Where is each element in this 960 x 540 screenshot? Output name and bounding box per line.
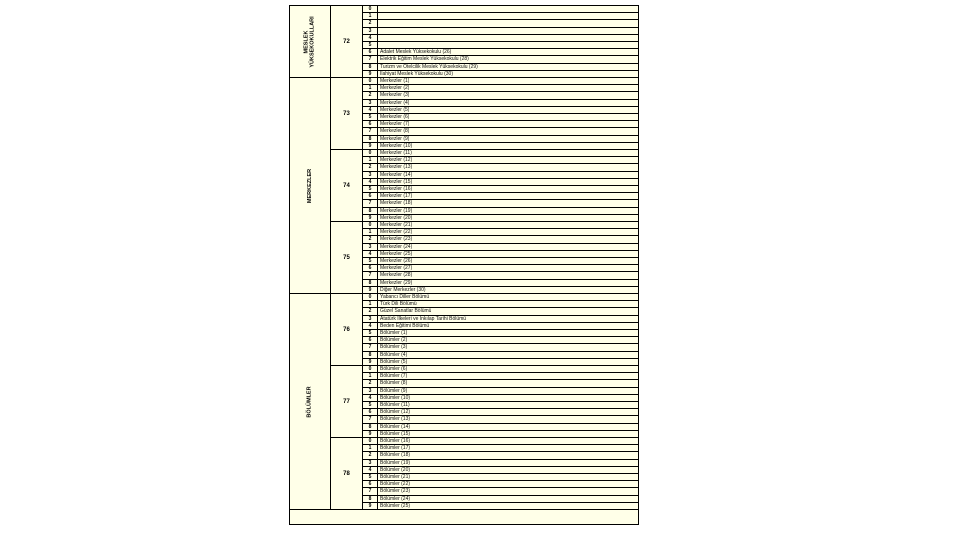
table-row — [362, 121, 638, 128]
row-digit: 0 — [362, 6, 378, 12]
row-digit: 2 — [362, 164, 378, 170]
row-name: Merkezler (1) — [380, 78, 410, 84]
table-row — [362, 150, 638, 157]
row-digit: 6 — [362, 409, 378, 415]
row-digit: 5 — [362, 186, 378, 192]
row-digit: 0 — [362, 294, 378, 300]
table-row — [362, 272, 638, 279]
table-row — [362, 431, 638, 438]
row-digit: 7 — [362, 56, 378, 62]
row-digit: 9 — [362, 431, 378, 437]
row-name: Merkezler (8) — [380, 128, 410, 135]
row-name: Merkezler (17) — [380, 193, 413, 200]
row-digit: 8 — [362, 64, 378, 70]
row-digit: 8 — [362, 496, 378, 502]
row-name: Bölümler (8) — [380, 380, 408, 387]
row-name — [378, 28, 380, 34]
row-name: Bölümler (15) — [380, 430, 411, 437]
row-digit: 5 — [362, 42, 378, 48]
table-row — [362, 107, 638, 114]
row-name: Merkezler (6) — [380, 114, 410, 120]
row-digit: 6 — [362, 337, 378, 343]
row-digit: 8 — [362, 208, 378, 214]
table-row — [362, 474, 638, 481]
row-name: Elektrik Eğitim Meslek Yüksekokulu (28) — [380, 56, 469, 63]
row-digit: 0 — [362, 222, 378, 228]
section-label-wrap — [290, 78, 330, 293]
row-digit: 4 — [362, 35, 378, 41]
table-row — [362, 193, 638, 200]
row-digit: 8 — [362, 424, 378, 430]
row-name: Diğer Merkezler (30) — [380, 286, 426, 293]
table-row — [362, 452, 638, 459]
row-name: Bölümler (19) — [380, 459, 411, 466]
table-row — [362, 85, 638, 92]
row-digit: 9 — [362, 143, 378, 149]
table-row — [362, 229, 638, 236]
row-name: Merkezler (28) — [380, 272, 413, 279]
section-label: MERKEZLER — [306, 168, 313, 203]
row-name: Merkezler (19) — [380, 207, 413, 214]
row-name: Bölümler (23) — [380, 488, 411, 495]
row-digit: 1 — [362, 157, 378, 163]
row-name: Atatürk İlkeleri ve İnkılap Tarihi Bölümü — [380, 315, 467, 322]
row-digit: 2 — [362, 92, 378, 98]
row-digit: 4 — [362, 395, 378, 401]
row-name: Merkezler (13) — [380, 164, 413, 171]
row-digit: 6 — [362, 481, 378, 487]
table-row — [362, 294, 638, 301]
table-row — [362, 35, 638, 42]
table-row — [362, 136, 638, 143]
row-digit: 2 — [362, 380, 378, 386]
row-digit: 7 — [362, 344, 378, 350]
group-code: 72 — [330, 6, 362, 78]
row-name: Bölümler (4) — [380, 351, 408, 358]
row-digit: 9 — [362, 287, 378, 293]
row-digit: 5 — [362, 330, 378, 336]
row-digit: 1 — [362, 373, 378, 379]
row-name: Yabancı Diller Bölümü — [380, 294, 430, 300]
row-name: Beden Eğitimi Bölümü — [380, 322, 430, 329]
table-row — [362, 424, 638, 431]
table-row — [362, 496, 638, 503]
table-row — [362, 208, 638, 215]
table-row — [362, 71, 638, 78]
row-digit: 8 — [362, 280, 378, 286]
table-row — [362, 488, 638, 495]
table-row — [362, 172, 638, 179]
table-row — [362, 395, 638, 402]
row-digit: 2 — [362, 308, 378, 314]
table-row — [362, 143, 638, 150]
row-digit: 7 — [362, 128, 378, 134]
table-row — [362, 56, 638, 63]
row-name: Bölümler (3) — [380, 344, 408, 351]
row-digit: 0 — [362, 78, 378, 84]
row-digit: 0 — [362, 438, 378, 444]
row-digit: 3 — [362, 388, 378, 394]
row-digit: 4 — [362, 107, 378, 113]
table-row — [362, 6, 638, 13]
table-row — [362, 388, 638, 395]
row-digit: 6 — [362, 265, 378, 271]
row-name: Merkezler (4) — [380, 99, 410, 106]
row-digit: 9 — [362, 503, 378, 509]
row-name: Merkezler (29) — [380, 279, 413, 286]
row-digit: 2 — [362, 20, 378, 26]
row-name: İlahiyat Meslek Yüksekokulu (30) — [380, 70, 453, 77]
table-row — [362, 416, 638, 423]
row-name: Bölümler (7) — [380, 373, 408, 380]
row-name: Turizm ve Otelcilik Meslek Yüksekokulu (29) — [380, 63, 478, 70]
row-name: Merkezler (23) — [380, 236, 413, 243]
row-digit: 1 — [362, 301, 378, 307]
table-row — [362, 438, 638, 445]
row-digit: 1 — [362, 13, 378, 19]
table-row — [362, 222, 638, 229]
row-name — [378, 42, 380, 48]
table-row — [362, 359, 638, 366]
row-name: Merkezler (11) — [380, 150, 412, 156]
table-row — [362, 215, 638, 222]
row-name: Bölümler (14) — [380, 423, 411, 430]
row-name: Bölümler (16) — [380, 438, 411, 444]
table-row — [362, 128, 638, 135]
row-name: Bölümler (5) — [380, 358, 408, 365]
section-block — [290, 6, 330, 78]
section-label: BÖLÜMLER — [306, 385, 313, 418]
row-name: Merkezler (7) — [380, 121, 410, 128]
table-row — [362, 380, 638, 387]
table-row — [362, 13, 638, 20]
row-name: Merkezler (25) — [380, 250, 413, 257]
row-digit: 5 — [362, 258, 378, 264]
group-code: 77 — [330, 366, 362, 438]
row-name: Bölümler (2) — [380, 337, 408, 344]
group-code: 73 — [330, 78, 362, 150]
table-row — [362, 200, 638, 207]
table-row — [362, 460, 638, 467]
row-name: Güzel Sanatlar Bölümü — [380, 308, 432, 315]
table-row — [362, 301, 638, 308]
table-row — [362, 330, 638, 337]
row-digit: 9 — [362, 359, 378, 365]
row-name: Bölümler (17) — [380, 445, 411, 452]
table-row — [362, 280, 638, 287]
table-row — [362, 258, 638, 265]
row-name: Merkezler (26) — [380, 258, 413, 264]
code-table — [289, 5, 639, 525]
row-name: Bölümler (20) — [380, 466, 411, 473]
row-digit: 1 — [362, 85, 378, 91]
table-row — [362, 409, 638, 416]
row-digit: 3 — [362, 316, 378, 322]
row-name: Bölümler (1) — [380, 330, 408, 336]
row-name: Bölümler (21) — [380, 474, 411, 480]
table-row — [362, 344, 638, 351]
row-name: Bölümler (6) — [380, 366, 408, 372]
group-code: 78 — [330, 438, 362, 510]
row-name: Bölümler (13) — [380, 416, 411, 423]
row-name: Merkezler (21) — [380, 222, 413, 228]
row-digit: 3 — [362, 244, 378, 250]
row-name: Bölümler (9) — [380, 387, 408, 394]
table-row — [362, 352, 638, 359]
row-name: Merkezler (3) — [380, 92, 410, 99]
row-name: Merkezler (12) — [380, 157, 413, 164]
row-digit: 7 — [362, 272, 378, 278]
table-row — [362, 366, 638, 373]
row-name: Bölümler (24) — [380, 495, 411, 502]
table-row — [362, 287, 638, 294]
row-digit: 3 — [362, 172, 378, 178]
row-name: Bölümler (22) — [380, 481, 411, 488]
table-row — [362, 337, 638, 344]
row-digit: 7 — [362, 200, 378, 206]
row-digit: 2 — [362, 452, 378, 458]
row-digit: 2 — [362, 236, 378, 242]
row-digit: 1 — [362, 229, 378, 235]
table-row — [362, 323, 638, 330]
row-name: Merkezler (5) — [380, 106, 410, 113]
row-name — [378, 35, 380, 41]
row-name: Merkezler (10) — [380, 142, 413, 149]
row-digit: 6 — [362, 49, 378, 55]
table-row — [362, 503, 638, 510]
row-digit: 6 — [362, 193, 378, 199]
row-name: Merkezler (22) — [380, 229, 413, 236]
row-name — [378, 6, 380, 12]
row-digit: 6 — [362, 121, 378, 127]
table-row — [362, 49, 638, 56]
row-name: Bölümler (12) — [380, 409, 411, 416]
row-digit: 4 — [362, 251, 378, 257]
row-digit: 9 — [362, 71, 378, 77]
row-digit: 5 — [362, 114, 378, 120]
row-name: Bölümler (11) — [380, 402, 410, 408]
row-name: Adalet Meslek Yüksekokulu (26) — [380, 49, 452, 56]
row-name — [378, 13, 380, 19]
group-code: 74 — [330, 150, 362, 222]
row-digit: 3 — [362, 28, 378, 34]
table-row — [362, 244, 638, 251]
row-digit: 3 — [362, 460, 378, 466]
row-name: Merkezler (20) — [380, 214, 413, 221]
table-row — [362, 114, 638, 121]
table-row — [362, 78, 638, 85]
row-name: Merkezler (15) — [380, 178, 413, 185]
table-row — [362, 467, 638, 474]
table-row — [362, 42, 638, 49]
table-row — [362, 251, 638, 258]
row-digit: 0 — [362, 366, 378, 372]
row-digit: 4 — [362, 323, 378, 329]
table-row — [362, 186, 638, 193]
row-digit: 5 — [362, 402, 378, 408]
table-row — [362, 100, 638, 107]
table-row — [362, 92, 638, 99]
table-row — [362, 308, 638, 315]
row-digit: 9 — [362, 215, 378, 221]
table-row — [362, 157, 638, 164]
table-row — [362, 20, 638, 27]
row-name: Bölümler (25) — [380, 502, 411, 509]
row-name: Türk Dili Bölümü — [380, 301, 417, 308]
row-digit: 4 — [362, 179, 378, 185]
row-digit: 0 — [362, 150, 378, 156]
table-row — [362, 481, 638, 488]
row-name: Merkezler (27) — [380, 265, 413, 272]
table-row — [362, 28, 638, 35]
row-name: Bölümler (18) — [380, 452, 411, 459]
row-digit: 7 — [362, 416, 378, 422]
group-code: 76 — [330, 294, 362, 366]
section-block — [290, 294, 330, 510]
table-row — [362, 265, 638, 272]
section-label-wrap — [290, 294, 330, 509]
table-row — [362, 179, 638, 186]
section-label: MESLEK YÜKSEKOKULLARI — [304, 15, 316, 68]
row-digit: 7 — [362, 488, 378, 494]
row-digit: 5 — [362, 474, 378, 480]
table-row — [362, 164, 638, 171]
row-digit: 1 — [362, 445, 378, 451]
row-digit: 8 — [362, 136, 378, 142]
row-name: Merkezler (14) — [380, 171, 413, 178]
table-row — [362, 445, 638, 452]
row-digit: 4 — [362, 467, 378, 473]
section-block — [290, 78, 330, 294]
table-row — [362, 402, 638, 409]
row-name: Merkezler (18) — [380, 200, 413, 207]
row-name — [378, 20, 380, 26]
row-name: Bölümler (10) — [380, 394, 411, 401]
table-row — [362, 64, 638, 71]
table-row — [362, 316, 638, 323]
row-name: Merkezler (9) — [380, 135, 410, 142]
group-code: 75 — [330, 222, 362, 294]
row-name: Merkezler (24) — [380, 243, 413, 250]
row-digit: 8 — [362, 352, 378, 358]
table-row — [362, 373, 638, 380]
table-row — [362, 236, 638, 243]
row-digit: 3 — [362, 100, 378, 106]
row-name: Merkezler (16) — [380, 186, 413, 192]
row-name: Merkezler (2) — [380, 85, 410, 92]
section-label-wrap — [290, 6, 330, 77]
